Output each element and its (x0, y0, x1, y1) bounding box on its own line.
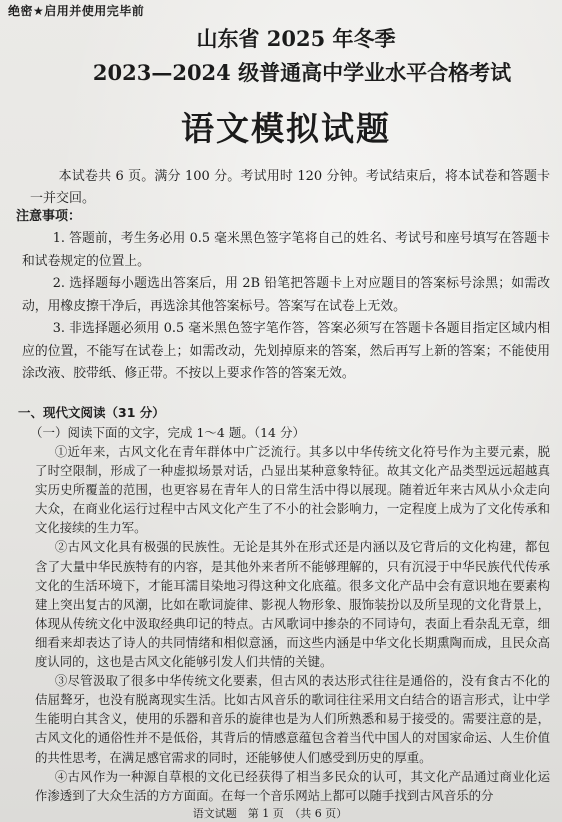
passage-paragraph-2: ②古风文化具有极强的民族性。无论是其外在形式还是内涵以及它背后的文化构建，都包含了大量中华民族特有的内容，是其他外来者所不能够理解的，只有沉浸于中华民族代代传承文化的生活环境下，才能耳濡目染地习得这种文化底蕴。很多文化产品中会有意识地在要素构建上突出复古的风潮，比如在歌词旋律、影视人物形象、服饰装扮以及所呈现的文化背景上，体现从传统文化中汲取经典印记的特点。古风歌词中掺杂的不同诗句，表面上看杂乱无章，细细看来却表达了诗人的共同情绪和相似意涵，而这些内涵是中华文化长期熏陶而成，且民众高度认同的，这也是古风文化能够引发人们共情的关键。 (35, 539, 550, 670)
section-heading: 一、现代文阅读（31 分） (18, 405, 165, 420)
passage-paragraph-4: ④古风作为一种源自草根的文化已经获得了相当多民众的认可，其文化产品通过商业化运作渗透到了大众生活的方方面面。在每一个音乐网站上都可以随手找到古风音乐的分 (35, 768, 550, 803)
exam-main-title: 语文模拟试题 (181, 109, 391, 148)
exam-title-line1: 山东省 2025 年冬季 (196, 26, 396, 51)
reading-section (18, 403, 552, 805)
page-footer: 语文试题 第 1 页 （共 6 页） (192, 807, 348, 820)
passage-paragraph-3: ③尽管汲取了很多中华传统文化要素，但古风的表达形式往往是通俗的，没有食古不化的佶屈聱牙，也没有脱离现实生活。比如古风音乐的歌词往往采用文白结合的语言形式，让中学生能明白其含义，使用的乐器和音乐的旋律也是为人们所熟悉和易于接受的。需要注意的是，古风文化的通俗性并不是低俗，其背后的情感意蕴包含着当代中国人的对国家命运、人生价值的共性思考，在满足感官需求的同时，还能够使人们感受到历史的厚重。 (35, 673, 550, 765)
exam-intro: 本试卷共 6 页。满分 100 分。考试用时 120 分钟。考试结束后，将本试卷和答题卡一并交回。 (30, 169, 550, 206)
section-subheading: （一）阅读下面的文字，完成 1～4 题。（14 分） (30, 425, 305, 440)
note-item-3: 3. 非选择题必须用 0.5 毫米黑色签字笔作答，答案必须写在答题卡各题目指定区域内相应的位置，不能写在试卷上；如需改动，先划掉原来的答案，然后再写上新的答案；不能使用涂改液、胶带纸、修正带。不按以上要求作答的答案无效。 (22, 321, 550, 381)
passage-paragraph-1: ①近年来，古风文化在青年群体中广泛流行。其多以中华传统文化符号作为主要元素，脱了时空限制，形成了一种虚拟场景对话，凸显出某种意象特征。故其文化产品类型远远超越真实历史所覆盖的范围，也更容易在青年人的日常生活中得以展现。随着近年来古风从小众走向大众，在商业化运行过程中古风文化产生了不小的社会影响力，一定程度上成为了文化传承和文化接续的生力军。 (35, 444, 550, 536)
confidential-label: 绝密★启用并使用完毕前 (8, 4, 145, 18)
exam-title-line2: 2023—2024 级普通高中学业水平合格考试 (92, 60, 512, 85)
notes-heading: 注意事项： (16, 209, 82, 224)
notes-block (16, 206, 550, 386)
note-item-2: 2. 选择题每小题选出答案后，用 2B 铅笔把答题卡上对应题目的答案标号涂黑；如需改动，用橡皮擦干净后，再选涂其他答案标号。答案写在试卷上无效。 (22, 276, 550, 314)
reading-passage (35, 442, 550, 805)
note-item-1: 1. 答题前，考生务必用 0.5 毫米黑色签字笔将自己的姓名、考试号和座号填写在答题卡和试卷规定的位置上。 (22, 231, 550, 269)
